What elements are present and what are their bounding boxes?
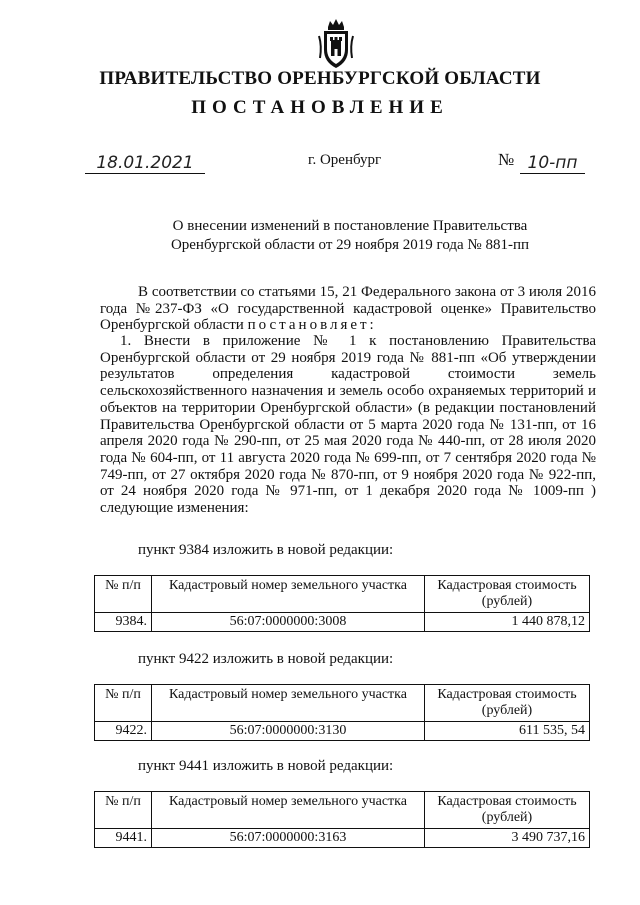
section-intro: пункт 9384 изложить в новой редакции: bbox=[138, 542, 394, 558]
col-header-cadastral: Кадастровый номер земельного участка bbox=[152, 576, 425, 613]
col-header-value: Кадастровая стоимость (рублей) bbox=[425, 792, 590, 829]
resolves-word: постановляет: bbox=[247, 317, 377, 334]
government-title: ПРАВИТЕЛЬСТВО ОРЕНБУРГСКОЙ ОБЛАСТИ bbox=[99, 68, 541, 89]
cell-value: 611 535, 54 bbox=[425, 722, 590, 741]
document-type: ПОСТАНОВЛЕНИЕ bbox=[191, 97, 449, 118]
table-header-row bbox=[95, 685, 590, 722]
paragraph-basis-text: В соответствии со статьями 15, 21 Федерального закона от 3 июля 2016 года №237-ФЗ «О государственной кадастровой оценке» Правительство Оренбургской области bbox=[100, 284, 596, 334]
col-header-number: № п/п bbox=[95, 576, 152, 613]
paragraph-amendment: 1. Внести в приложение № 1 к постановлению Правительства Оренбургской области от 29 ноября 2019 года № 881-пп «Об утверждении результатов определения кадастровой стоимости земель сельскохозяйственного назначения и земель особо охраняемых территорий и объектов на территории Оренбургской области» (в редакции постановлений Правительства Оренбургской области от 5 марта 2020 года № 131-пп, от 16 апреля 2020 года № 290-пп, от 25 мая 2020 года № 440-пп, от 28 июля 2020 года № 604-пп, от 11 августа 2020 года № 699-пп, от 7 сентября 2020 года № 749-пп, от 27 октября 2020 года № 870-пп, от 9 ноября 2020 года № 922-пп, от 24 ноября 2020 года № 971-пп, от 1 декабря 2020 года № 1009-пп ) следующие изменения: bbox=[100, 333, 596, 517]
table-row bbox=[95, 613, 590, 632]
cell-value: 3 490 737,16 bbox=[425, 829, 590, 848]
section-intro: пункт 9422 изложить в новой редакции: bbox=[138, 651, 394, 667]
cell-cadastral: 56:07:0000000:3130 bbox=[152, 722, 425, 741]
cell-number: 9422. bbox=[95, 722, 152, 741]
cadastral-table bbox=[94, 791, 590, 848]
col-header-cadastral: Кадастровый номер земельного участка bbox=[152, 792, 425, 829]
document-heading bbox=[100, 217, 600, 255]
cell-number: 9384. bbox=[95, 613, 152, 632]
cadastral-table bbox=[94, 575, 590, 632]
document-number: 10-пп bbox=[520, 153, 585, 174]
col-header-number: № п/п bbox=[95, 792, 152, 829]
cell-cadastral: 56:07:0000000:3008 bbox=[152, 613, 425, 632]
cell-value: 1 440 878,12 bbox=[425, 613, 590, 632]
paragraph-basis bbox=[100, 284, 596, 334]
table-row bbox=[95, 722, 590, 741]
document-city: г. Оренбург bbox=[308, 152, 382, 168]
number-label: № bbox=[498, 150, 515, 169]
heading-line-1: О внесении изменений в постановление Правительства bbox=[172, 218, 528, 234]
col-header-cadastral: Кадастровый номер земельного участка bbox=[152, 685, 425, 722]
col-header-number: № п/п bbox=[95, 685, 152, 722]
document-date: 18.01.2021 bbox=[85, 153, 205, 174]
heading-line-2: Оренбургской области от 29 ноября 2019 года № 881-пп bbox=[170, 237, 530, 253]
cell-number: 9441. bbox=[95, 829, 152, 848]
section-intro: пункт 9441 изложить в новой редакции: bbox=[138, 758, 394, 774]
col-header-value: Кадастровая стоимость (рублей) bbox=[425, 576, 590, 613]
coat-of-arms-icon bbox=[316, 18, 356, 70]
table-row bbox=[95, 829, 590, 848]
table-header-row bbox=[95, 576, 590, 613]
cell-cadastral: 56:07:0000000:3163 bbox=[152, 829, 425, 848]
table-header-row bbox=[95, 792, 590, 829]
cadastral-table bbox=[94, 684, 590, 741]
col-header-value: Кадастровая стоимость (рублей) bbox=[425, 685, 590, 722]
